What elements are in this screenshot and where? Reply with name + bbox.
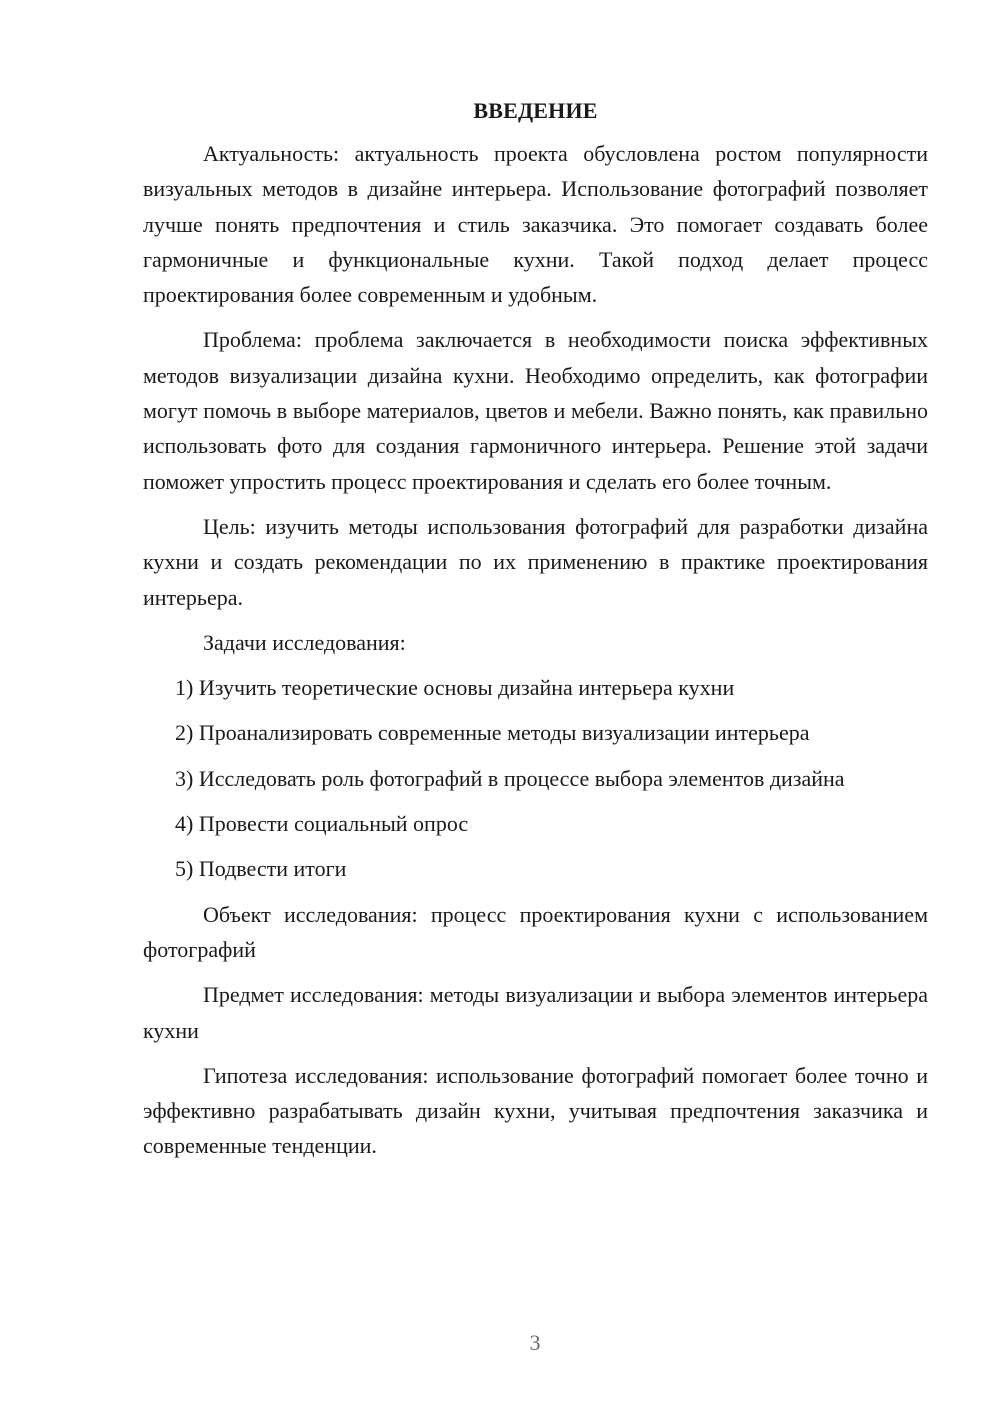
task-item-5: 5) Подвести итоги [175, 856, 347, 882]
object-paragraph: Объект исследования: процесс проектирования кухни с использованием фотографий [143, 901, 928, 962]
tasks-heading: Задачи исследования: [203, 629, 406, 655]
task-item-4: 4) Провести социальный опрос [175, 811, 469, 837]
subject-paragraph: Предмет исследования: методы визуализации и выбора элементов интерьера кухни [143, 982, 928, 1043]
problem-paragraph: Проблема: проблема заключается в необходимости поиска эффективных методов визуализации дизайна кухни. Необходимо определить, как фотографии могут помочь в выборе материалов, цветов и мебели. Важно понять, как правильно использовать фото для создания гармоничного интерьера. Решение этой задачи поможет упростить процесс проектирования и сделать его более точным. [143, 327, 928, 494]
goal-paragraph: Цель: изучить методы использования фотографий для разработки дизайна кухни и создать рекомендации по их применению в практике проектирования интерьера. [143, 513, 928, 610]
relevance-paragraph: Актуальность: актуальность проекта обусловлена ростом популярности визуальных методов в дизайне интерьера. Использование фотографий позволяет лучше понять предпочтения и стиль заказчика. Это помогает создавать более гармоничные и функциональные кухни. Такой подход делает процесс проектирования более современным и удобным. [143, 141, 928, 308]
task-item-1: 1) Изучить теоретические основы дизайна интерьера кухни [175, 675, 735, 701]
task-item-2: 2) Проанализировать современные методы визуализации интерьера [175, 720, 810, 746]
page-number: 3 [529, 1330, 541, 1355]
task-item-3: 3) Исследовать роль фотографий в процессе выбора элементов дизайна [175, 765, 845, 791]
page-content [143, 96, 928, 1174]
page-title: ВВЕДЕНИЕ [473, 98, 598, 123]
hypothesis-paragraph: Гипотеза исследования: использование фотографий помогает более точно и эффективно разрабатывать дизайн кухни, учитывая предпочтения заказчика и современные тенденции. [143, 1062, 928, 1159]
